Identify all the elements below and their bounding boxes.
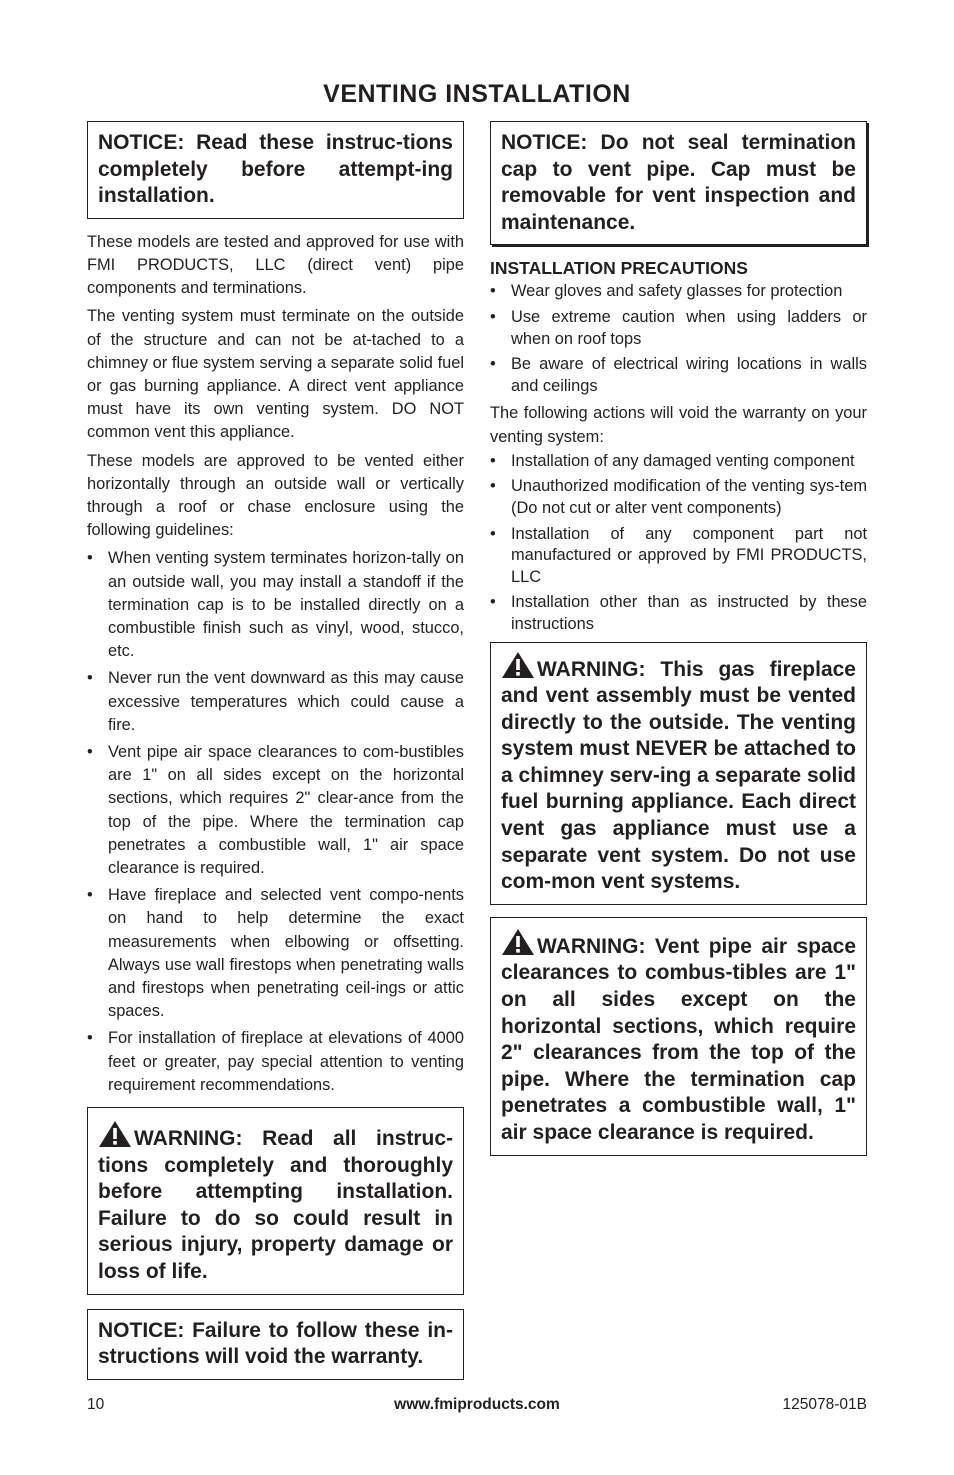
right-column: [490, 121, 867, 1156]
list-item: • For installation of fireplace at elevations of 4000 feet or greater, pay special attention to venting requirement recommendations.: [87, 1029, 464, 1094]
notice-seal-text: NOTICE: Do not seal termination cap to vent pipe. Cap must be removable for vent inspection and maintenance.: [501, 131, 856, 234]
notice-read-instructions-box: [87, 121, 464, 219]
warning-vent-outside-text: WARNING: This gas fireplace and vent assembly must be vented directly to the outside. The venting system must NEVER be attached to a chimney serv-ing a separate solid fuel burning appliance. Each direct vent gas appliance must use a separate vent system. Do not use com-mon vent systems.: [501, 657, 856, 894]
page-title: VENTING INSTALLATION: [323, 80, 631, 108]
warning-vent-outside-box: [490, 642, 867, 905]
notice-read-instructions-text: NOTICE: Read these instruc-tions completely before attempt-ing installation.: [98, 131, 453, 208]
precautions-list: [490, 281, 867, 397]
list-item: • Installation other than as instructed by these instructions: [490, 593, 867, 633]
termination-paragraph: The venting system must terminate on the outside of the structure and can not be at-tached to a chimney or flue system serving a separate solid fuel or gas burning appliance. A direct vent appliance must have its own venting system. DO NOT common vent this appliance.: [87, 307, 464, 442]
warning-read-instructions-box: [87, 1107, 464, 1295]
list-item: • Have fireplace and selected vent compo-nents on hand to help determine the exact measurements when elbowing or offsetting. Always use wall firestops when penetrating walls and firestops when penetrating ceil-ings or attic spaces.: [87, 886, 464, 1021]
warning-triangle-icon: [98, 1120, 132, 1148]
list-item: • Installation of any damaged venting component: [490, 451, 855, 470]
page-number: 10: [87, 1396, 105, 1413]
list-item: • Wear gloves and safety glasses for protection: [490, 282, 843, 301]
list-item: • Use extreme caution when using ladders or when on roof tops: [490, 307, 867, 348]
document-number: 125078-01B: [782, 1396, 867, 1413]
list-item: • Installation of any component part not manufactured or approved by FMI PRODUCTS, LLC: [490, 524, 867, 586]
guidelines-list: [87, 547, 464, 1097]
list-item: • When venting system terminates horizon-tally on an outside wall, you may install a standoff if the termination cap is to be installed directly on a combustible finish such as vinyl, wood, stucco, etc.: [87, 549, 464, 661]
notice-warranty-box: [87, 1309, 464, 1380]
notice-warranty-text: NOTICE: Failure to follow these in-structions will void the warranty.: [98, 1318, 453, 1369]
precautions-heading: INSTALLATION PRECAUTIONS: [490, 258, 748, 279]
footer-url-link[interactable]: www.fmiproducts.com: [394, 1396, 560, 1413]
void-warranty-intro: The following actions will void the warranty on your venting system:: [490, 404, 867, 446]
left-column: [87, 121, 464, 1380]
warning-read-instructions-text: WARNING: Read all instruc-tions completely and thoroughly before attempting installation. Failure to do so could result in serious injury, property damage or loss of life.: [98, 1127, 453, 1284]
list-item: • Vent pipe air space clearances to com-bustibles are 1" on all sides except on the horizontal sections, which requires 2" clear-ance from the top of the pipe. Where the termination cap penetrates a combustible wall, 1" air space clearance is required.: [87, 743, 464, 878]
warning-clearance-box: [490, 917, 867, 1156]
intro-paragraph: These models are tested and approved for use with FMI PRODUCTS, LLC (direct vent) pipe components and terminations.: [87, 232, 464, 298]
list-item: • Never run the vent downward as this may cause excessive temperatures which could cause a fire.: [87, 669, 464, 734]
list-item: • Be aware of electrical wiring locations in walls and ceilings: [490, 355, 867, 395]
list-item: • Unauthorized modification of the venting sys-tem (Do not cut or alter vent components): [490, 477, 867, 517]
warning-triangle-icon: [501, 651, 535, 679]
guidelines-paragraph: These models are approved to be vented either horizontally through an outside wall or vertically through a roof or chase enclosure using the following guidelines:: [87, 451, 464, 540]
notice-seal-box: [490, 121, 867, 245]
void-warranty-list: [490, 451, 867, 636]
warning-clearance-text: WARNING: Vent pipe air space clearances to combus-tibles are 1" on all sides except on the horizontal sections, which require 2" clearances from the top of the pipe. Where the termination cap penetrates a combustible wall, 1" air space clearance is required.: [501, 934, 856, 1144]
warning-triangle-icon: [501, 928, 535, 956]
